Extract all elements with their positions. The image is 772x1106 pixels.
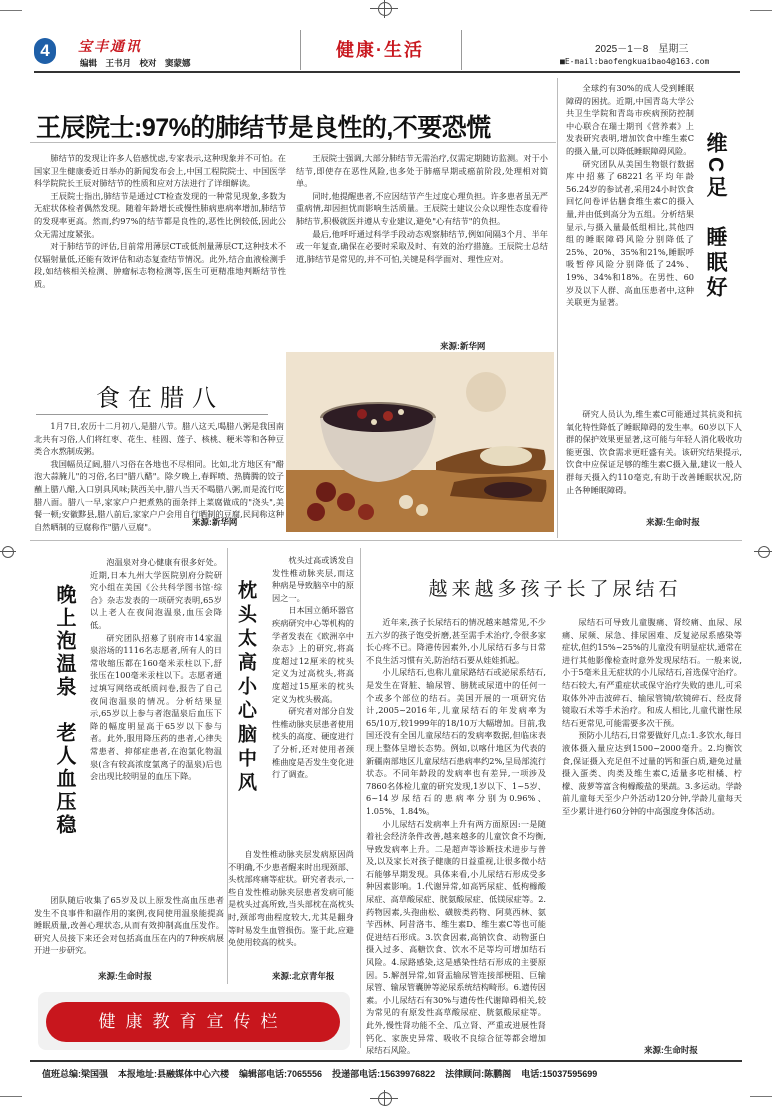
- lung-article-col2: [296, 152, 548, 265]
- paragraph: 尿结石可导致儿童腹痛、肾绞痛、血尿、尿痛、尿频、尿急、排尿困难、反复泌尿系感染等症状,但约15%~25%的儿童没有明显症状,通常在进行其他影像检查时意外发现尿结石。一般来说,小于5毫米且无症状的小儿尿结石,首选保守治疗。结石较大,有严重症状或保守治疗失败的患儿,可采取体外冲击波碎石、输尿管镜/软镜碎石、经皮肾镜取石术等手术治疗。和成人相比,儿童代谢性尿结石更常见,可能需要多次干预。: [562, 617, 742, 728]
- paragraph: 小儿尿结石发病率上升有两方面原因:一是随着社会经济条件改善,越来越多的儿童饮食不均衡,导致发病率上升。二是超声等诊断技术进步与普及,以及家长对孩子健康的日益重视,让很多微小结石能够早期发现。具体来看,小儿尿结石形成受多种因素影响。1.代谢异常,如高钙尿症、低枸橼酸尿症、高草酸尿症、胱氨酸尿症、低镁尿症等。2.药物因素,头孢曲松、磺胺类药物、阿莫西林、氨苄西林、阿昔洛韦、维生素D、维生素C等也可能促进结石形成。3.饮食因素,高钠饮食、动物蛋白摄入过多、高糖饮食、饮水不足等均可增加结石风险。4.尿路感染,这是感染性结石形成的主要原因。5.解剖异常,如肾盂输尿管连接部梗阻、巨输尿管、输尿管囊肿等泌尿系统结构畸形。6.遗传因素。小儿尿结石有30%与遗传性代谢障碍相关,较为常见的有原发性高草酸尿症、胱氨酸尿症等。此外,慢性肾功能不全、瓜立肾、严重或进展性肾钙化、家族史异常、吸收不良综合征等都会增加尿结石风险。: [366, 818, 546, 1056]
- footer-editor: 值班总编:梁国强: [42, 1069, 108, 1079]
- pillow-article-title: 枕头太高小心脑中风: [235, 580, 256, 796]
- registration-mark-top: [378, 2, 392, 16]
- paragraph: 王辰院士指出,肺结节是通过CT检查发现的一种常见现象,多数为无症状体检者偶然发现。随着年龄增长或慢性肺病患病率增加,肺结节的发现率更高。然而,约97%的结节都是良性的,恶性比例较低,因此公众无需过度紧张。: [34, 190, 286, 239]
- lung-article-title: 王辰院士:97%的肺结节是良性的,不要恐慌: [36, 114, 491, 142]
- paragraph: 小儿尿结石,也称儿童尿路结石或泌尿系结石,是发生在肾脏、输尿管、膀胱或尿道中的任何一个或多个部位的结石。美国开展的一项研究估计,2005~2016年,儿童尿结石的年发病率为65/10万,较1999年的18/10万大幅增加。目前,我国还没有全国儿童尿结石的发病率数据,但临床表现上整体呈增长态势。例如,以喀什地区为代表的新疆南部地区儿童尿结石患病率约2%,呈局部流行状态。不同年龄段的发病率也有差异,一项涉及7860名体检儿童的研究发现,1岁以下、1~5岁、6~14岁尿结石的患病率分别为0.96%、1.05%、1.84%。: [366, 667, 546, 816]
- footer-counsel-phone: 电话:15037595699: [521, 1069, 598, 1079]
- footer-phone: 编辑部电话:7065556: [239, 1069, 323, 1079]
- editors-line: 编辑 王书月 校对 窦蒙娜: [80, 58, 191, 68]
- paragraph: 研究团队招募了别府市14家温泉浴场的1116名志愿者,所有人的日常收缩压都在160毫米汞柱以下,舒张压在100毫米汞柱以下。志愿者通过填写网络或纸质问卷,报告了自己夜间泡温泉的情况。分析结果显示,65岁以上参与者泡温泉后血压下降的幅度明显高于65岁以下参与者。此外,服用降压药的患者,心律失常患者、抑郁症患者,在泡氯化物温泉(含有较高浓度氯离子的温泉)后也会出现比较明显的血压下降。: [90, 632, 222, 782]
- footer-address: 本报地址:县融媒体中心六楼: [118, 1069, 230, 1079]
- stone-source: 来源:生命时报: [644, 1045, 698, 1055]
- spring-article-text-wide: [34, 894, 224, 957]
- paragraph: 全球约有30%的成人受到睡眠障碍的困扰。近期,中国青岛大学公共卫生学院和青岛市疾病预防控制中心联合在瑞士期刊《营养素》上发表研究表明,增加饮食中维生素C的摄入量,可以降低睡眠障碍风险。: [566, 83, 694, 156]
- laba-article-title: 食在腊八: [96, 384, 224, 412]
- footer: [42, 1067, 752, 1080]
- paragraph: 近年来,孩子长尿结石的情况越来越常见,不少五六岁的孩子饱受折磨,甚至需手术治疗,令很多家长心疼不已。降港传因素外,小儿尿结石多与日常不良生活习惯有关,防治结石要从娃娃抓起。: [366, 617, 546, 665]
- paragraph: 对于肺结节的评估,目前常用薄层CT或低剂量薄层CT,这种技术不仅辐射量低,还能有效评估和动态复查结节情况。此外,结合血液检测手段,如结核相关检测、肿瘤标志物检测等,医生可更精准地判断结节性质。: [34, 241, 286, 289]
- vitc-article-text-wide: [566, 408, 742, 496]
- paragraph: 研究人员认为,维生素C可能通过其抗炎和抗氧化特性降低了睡眠障碍的发生率。60岁以下人群的保护效果更显著,这可能与年轻人消化吸收功能更强、饮食需求更旺盛有关。该研究结果提示,饮食中应保证足够的维生素C摄入量,建议一般人群每天摄入约110毫克,有助于改善睡眠状况,防止各种睡眠障碍。: [566, 409, 742, 495]
- paragraph: 枕头过高或诱发自发性椎动脉夹层,而这种病是导致脑卒中的原因之一。: [272, 555, 354, 603]
- laba-source: 来源:新华网: [192, 517, 238, 527]
- paragraph: 自发性椎动脉夹层发病原因尚不明确,不少患者醒来时出现颈部、头枕部疼痛等症状。研究者表示,一些自发性椎动脉夹层患者发病可能是枕头过高所致,当头部枕在高枕头时,颈部弯曲程度较大,尤其是翻身等时易发生血管损伤。鉴于此,应避免使用较高的枕头。: [228, 849, 354, 948]
- stone-article-col1: [366, 616, 546, 1057]
- stone-article-col2: [562, 616, 742, 818]
- footer-counsel: 法律顾问:陈鹏阁: [445, 1069, 512, 1079]
- vitc-article-title: 维C足 睡眠好: [704, 132, 727, 302]
- paper-name: 宝丰通讯: [78, 39, 142, 55]
- laba-article-text: [34, 420, 284, 533]
- email: ■E-mail:baofengkuaibao4@163.com: [560, 57, 710, 66]
- lung-source: 来源:新华网: [440, 341, 486, 351]
- paragraph: 研究团队从美国生物银行数据库中招募了68221名平均年龄56.24岁的参试者,采用24小时饮食回忆问卷评估膳食维生素C的摄入量,并由低到高分为五组。分析结果显示,与摄入量最低组相比,其他四组的睡眠障碍风险分别降低了25%、20%、35%和21%,睡眠呼吸暂停风险分别降低了24%、19%、34%和18%。在男性、60岁及以下人群、高血压患者中,这种关联更为显著。: [566, 158, 694, 308]
- vitc-source: 来源:生命时报: [646, 517, 700, 527]
- laba-porridge-photo: [286, 352, 554, 532]
- paragraph: 1月7日,农历十二月初八,是腊八节。腊八这天,喝腊八粥是我国南北共有习俗,人们将红枣、花生、桂圆、莲子、核桃、粳米等和各种豆类合水熬制成粥。: [34, 421, 284, 457]
- pillow-article-text-wide: [228, 848, 354, 949]
- header-rule: [34, 71, 740, 73]
- paragraph: 泡温泉对身心健康有很多好处。近期,日本九州大学医院别府分院研究小组在美国《公共科学图书馆·综合》杂志发表的一项研究表明,65岁以上老人在夜间泡温泉,血压会降低。: [90, 557, 222, 630]
- vitc-article-text: [566, 82, 694, 309]
- health-education-banner: [38, 992, 350, 1050]
- paragraph: 同时,他提醒患者,不应因结节产生过度心理负担。许多患者虽无严重病情,却因担忧而影响生活质量。王辰院士建议公众以理性态度看待肺结节,积极就医并遵从专业建议,避免"心有结节"的负担。: [296, 190, 548, 226]
- paragraph: 预防小儿结石,日常要做好几点:1.多饮水,每日液体摄入量应达到1500~2000毫升。2.均衡饮食,保证摄入充足但不过量的钙和蛋白质,避免过量摄入蛋类、肉类及维生素C,适量多吃柑橘、柠檬、菠萝等富含枸橼酸盐的果蔬。3.多运动。学龄前儿童每天至少户外活动120分钟,学龄儿童每天至少累计进行60分钟的中高强度身体活动。: [562, 730, 742, 816]
- paragraph: 我国幅员辽阔,腊八习俗在各地也不尽相同。比如,北方地区有"醋泡大蒜腌儿"的习俗,名曰"腊八醋"。除夕晚上,春晖喷、热腾腾的饺子蘸上腊八醋,入口别具风味;陕西关中,腊八当天不喝腊八粥,而是流行吃腊八面。腊八一早,家家户户把煮熟的面条拌上菜腐做成的"浇头",美餐一顿;安徽黟县,腊八前后,家家户户会用自行晒制的豆腐,民间称这种自然晒制的豆腐称作"腊八豆腐"。: [34, 458, 284, 532]
- registration-mark-bottom: [378, 1092, 392, 1106]
- paragraph: 团队随后收集了65岁及以上原发性高血压患者发生不良事件和副作用的案例,夜间使用温泉能提高睡眠质量,改善心理状态,从而有效抑制高血压发作。研究人员接下来还会对包括高血压在内的7种疾病展开进一步研究。: [34, 895, 224, 956]
- page-number: 4: [40, 41, 50, 60]
- lung-article-col1: [34, 152, 286, 291]
- footer-submission: 投递部电话:15639976822: [332, 1069, 436, 1079]
- pillow-source: 来源:北京青年报: [272, 971, 335, 981]
- page-number-badge: [34, 38, 56, 64]
- laba-title-rule: [36, 414, 268, 415]
- spring-article-text-narrow: [90, 556, 222, 783]
- paragraph: 研究者对部分自发性椎动脉夹层患者使用枕头的高度、硬度进行了分析,还对使用者颈椎曲度是否发生变化进行了调查。: [272, 706, 354, 780]
- paragraph: 肺结节的发现让许多人倍感忧虑,专家表示,这种现象并不可怕。在国家卫生健康委近日举办的新闻发布会上,中国工程院院士、中国医学科学院院长王辰对肺结节的性质和应对方法进行了详细解读。: [34, 153, 286, 189]
- banner-text: 健康教育宣传栏: [98, 1012, 288, 1032]
- issue-date: 2025－1－8 星期三: [595, 44, 689, 55]
- paragraph: 王辰院士强调,大部分肺结节无需治疗,仅需定期随访监测。对于小结节,即使存在恶性风险,也多处于肺癌早期或癌前阶段,处理相对简单。: [296, 153, 548, 189]
- pillow-article-text-narrow: [272, 554, 354, 781]
- section-title: 健康·生活: [336, 40, 424, 60]
- spring-article-title: 晚上泡温泉 老人血压稳: [53, 584, 75, 837]
- paragraph: 日本国立循环器官疾病研究中心等机构的学者发表在《欧洲卒中杂志》上的研究,将高度超过12厘米的枕头定义为过高枕头,将高度超过15厘米的枕头定义为枕头极高。: [272, 605, 354, 704]
- paragraph: 最后,他呼吁通过科学手段动态观察肺结节,例如间隔3个月、半年或一年复查,确保在必要时采取及时、有效的治疗措施。王辰院士总结道,肺结节是常见的,并不可怕,关键是科学面对、理性应对。: [296, 228, 548, 264]
- spring-source: 来源:生命时报: [98, 971, 152, 981]
- stone-article-title: 越来越多孩子长了尿结石: [428, 579, 682, 600]
